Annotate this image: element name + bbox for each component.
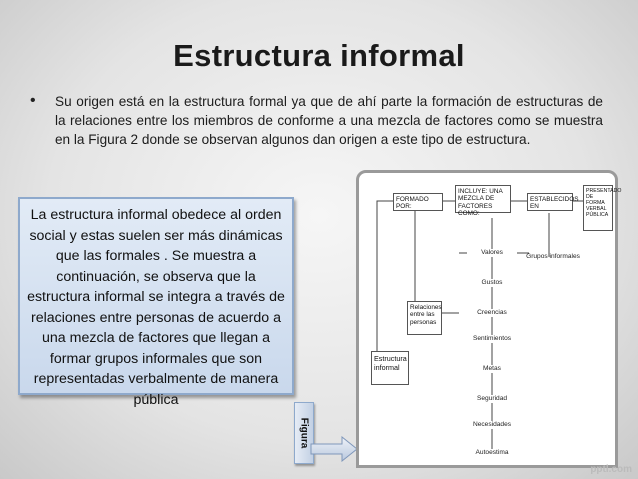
arrow-right-icon	[310, 436, 358, 462]
factor-sentimientos: Sentimientos	[467, 335, 517, 343]
figure-diagram	[356, 170, 622, 468]
formado-por-box: FORMADO POR:	[393, 193, 443, 211]
factor-valores: Valores	[467, 249, 517, 257]
estructura-box: Estructura informal	[371, 351, 409, 385]
factor-seguridad: Seguridad	[467, 395, 517, 403]
bullet-icon: •	[30, 92, 36, 109]
presentado-box: PRESENTADO DE FORMA VERBAL PÚBLICA	[583, 185, 613, 231]
establecidos-box: ESTABLECIDOS EN	[527, 193, 573, 211]
factor-metas: Metas	[467, 365, 517, 373]
factor-autoestima: Autoestima	[467, 449, 517, 457]
bullet-text: Su origen está en la estructura formal ya que de ahí parte la formación de estructuras de la relaciones entre los miembros de conforme a una mezcla de factores como se muestra en la Figura 2 donde se observan algunos dan origen a este tipo de estructura.	[55, 94, 603, 147]
relaciones-box: Relaciones entre las personas	[407, 301, 442, 335]
factor-necesidades: Necesidades	[467, 421, 517, 429]
callout-box: La estructura informal obedece al orden social y estas suelen ser más dinámicas que las formales . Se muestra a continuación, se observa que la estructura informal se integra a través de relaciones entre personas de acuerdo a una mezcla de factores que llegan a formar grupos informales que son representadas verbalmente de manera pública	[18, 197, 294, 395]
factor-gustos: Gustos	[467, 279, 517, 287]
grupos-label: Grupos informales	[526, 253, 580, 260]
figura-tab-label: Figura	[298, 417, 310, 449]
watermark: pptl.com	[590, 464, 632, 475]
factor-creencias: Creencias	[467, 309, 517, 317]
slide-title: Estructura informal	[173, 38, 465, 73]
incluye-box: INCLUYE: UNA MEZCLA DE FACTORES COMO:	[455, 185, 511, 213]
